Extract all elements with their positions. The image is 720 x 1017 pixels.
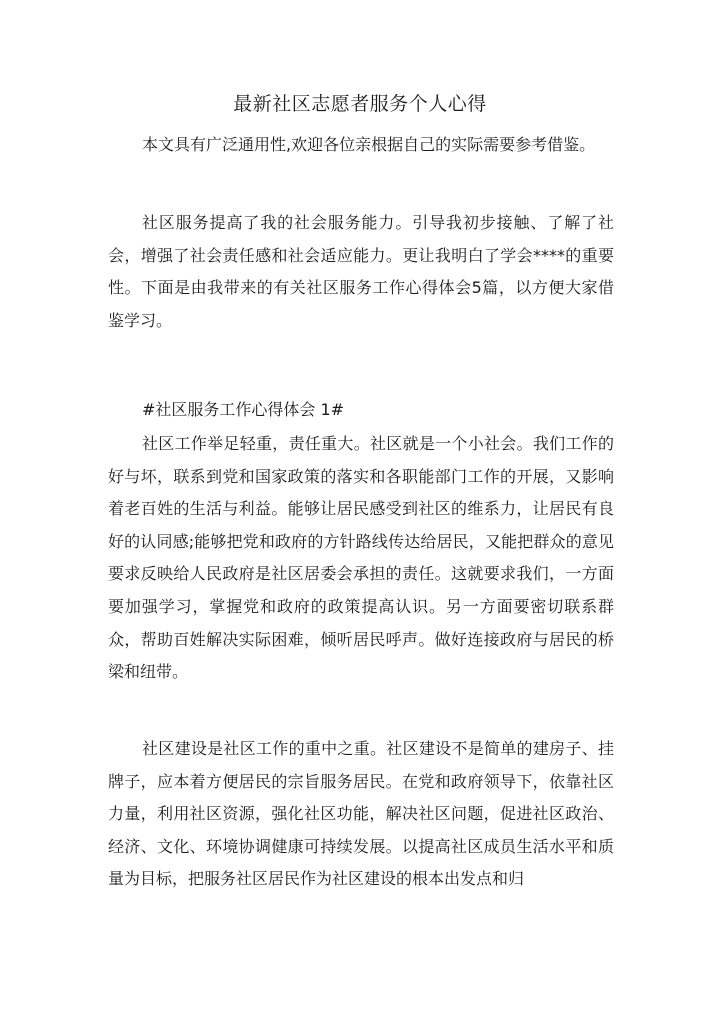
intro-paragraph: 社区服务提高了我的社会服务能力。引导我初步接触、了解了社会，增强了社会责任感和社会适应能力。更让我明白了学会****的重要性。下面是由我带来的有关社区服务工作心得体会5篇，以方便大家借鉴学习。 xyxy=(108,213,614,330)
page-title: 最新社区志愿者服务个人心得 xyxy=(233,93,487,115)
body-paragraph: 社区建设是社区工作的重中之重。社区建设不是简单的建房子、挂牌子，应本着方便居民的宗旨服务居民。在党和政府领导下，依靠社区力量，利用社区资源，强化社区功能，解决社区问题，促进社区政治、经济、文化、环境协调健康可持续发展。以提高社区成员生活水平和质量为目标，把服务社区居民作为社区建设的根本出发点和归 xyxy=(108,739,614,889)
body-paragraph: 社区工作举足轻重，责任重大。社区就是一个小社会。我们工作的好与坏，联系到党和国家政策的落实和各职能部门工作的开展，又影响着老百姓的生活与利益。能够让居民感受到社区的维系力，让居民有良好的认同感;能够把党和政府的方针路线传达给居民，又能把群众的意见要求反映给人民政府是社区居委会承担的责任。这就要求我们，一方面要加强学习，掌握党和政府的政策提高认识。另一方面要密切联系群众，帮助百姓解决实际困难，倾听居民呼声。做好连接政府与居民的桥梁和纽带。 xyxy=(108,434,614,682)
section-heading: #社区服务工作心得体会 1# xyxy=(142,400,345,419)
subtitle: 本文具有广泛通用性,欢迎各位亲根据自己的实际需要参考借鉴。 xyxy=(142,135,596,154)
